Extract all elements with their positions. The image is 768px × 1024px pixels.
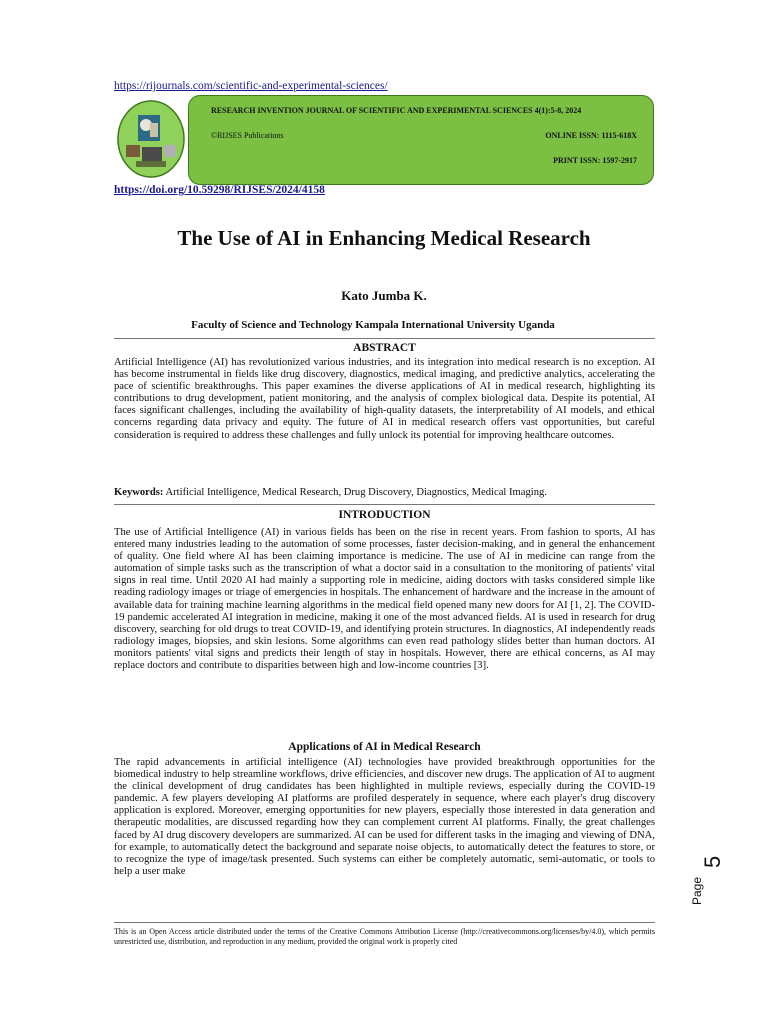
abstract-text: Artificial Intelligence (AI) has revolutionized various industries, and its integration into medical research is no exception. AI has become instrumental in fields like drug discovery, diagnostics, medical imaging, and predictive analytics, accelerating the pace of scientific breakthroughs. This paper examines the diverse applications of AI in medical research, highlighting its contributions to drug development, patient monitoring, and the analysis of complex biological data. Despite its potential, AI faces significant challenges, including the availability of high-quality datasets, the interpretability of AI models, and ethical concerns regarding data privacy and equity. The future of AI in medical research offers vast opportunities, but careful consideration is required to address these challenges and fully unlock its potential for improving healthcare outcomes.: [114, 357, 655, 441]
online-issn: ONLINE ISSN: 1115-618X: [545, 131, 637, 140]
applications-heading: Applications of AI in Medical Research: [288, 741, 481, 753]
author-affiliation: Faculty of Science and Technology Kampala International University Uganda: [191, 319, 555, 331]
doi-link[interactable]: https://doi.org/10.59298/RIJSES/2024/4158: [114, 184, 325, 196]
page-label: Page: [690, 876, 704, 905]
author-name: Kato Jumba K.: [341, 288, 427, 303]
page-number: 5: [700, 855, 725, 868]
journal-logo: [116, 99, 186, 179]
journal-url-link[interactable]: https://rijournals.com/scientific-and-experimental-sciences/: [114, 80, 388, 92]
publisher-name: ©RIJSES Publications: [211, 131, 284, 140]
abstract-heading: ABSTRACT: [353, 342, 416, 354]
keywords-label: Keywords:: [114, 487, 164, 498]
introduction-text: The use of Artificial Intelligence (AI) in various fields has been on the rise in recent years. From fashion to sports, AI has entered many industries leading to the automation of some processes, faster decision-making, and in general the enhancement of quality. One field where AI has been claiming importance is medicine. The use of AI in medicine can range from the automation of simple tasks such as the transcription of what a doctor said in a consultation to the monitoring of patients' vital signs in real time. Until 2020 AI had mainly a supporting role in medicine, aiding doctors with tasks considered simple like reading radiology images or triage of emergencies in hospitals. The enhancement of hardware and the increase in the amount of available data for training machine learning algorithms in the medical field opened many new doors for AI [1, 2]. The COVID-19 pandemic accelerated AI integration in medicine, making it one of the most advanced fields. AI is used in research for drug discovery, searching for old drugs to treat COVID-19, and identifying protein structures. In diagnostics, AI independently reads radiology images, biopsies, and skin lesions. Some algorithms can even read pathology slides better than human doctors. AI monitors patients' vital signs and predicts their length of stay in hospitals. However, there are ethical concerns, as AI may replace doctors and contribute to disparities between high and low-income countries [3].: [114, 527, 655, 672]
keywords-list: Artificial Intelligence, Medical Research, Drug Discovery, Diagnostics, Medical Imaging.: [163, 487, 547, 498]
introduction-heading: INTRODUCTION: [338, 509, 431, 521]
divider: [114, 504, 655, 505]
journal-header-box: [188, 95, 654, 185]
applications-text: The rapid advancements in artificial intelligence (AI) technologies have provided breakthrough opportunities for the biomedical industry to help streamline workflows, drive efficiencies, and discover new drugs. The application of AI to augment the clinical development of drug candidates has been highlighted in multiple reviews, especially during the COVID-19 pandemic. A few players developing AI platforms are profiled desperately in sequence, where each player's drug discovery application is explored. Moreover, emerging opportunities for new players, especially those interested in data generation and therapeutic modalities, are discussed regarding how they can complement current AI platforms. Finally, the great challenges faced by AI drug discovery developers are summarized. AI can be used for different tasks in the imaging and viewing of DNA, for example, to automatically detect the background and separate noise objects, to automatically detect the features to store, or to recognize the type of image/task presented. Such systems can either be completely automatic, semi-automatic, or tools to help a user make: [114, 757, 655, 877]
paper-title: The Use of AI in Enhancing Medical Research: [177, 226, 591, 250]
keywords: [114, 487, 655, 499]
divider: [114, 922, 655, 923]
print-issn: PRINT ISSN: 1597-2917: [553, 156, 637, 165]
journal-title: RESEARCH INVENTION JOURNAL OF SCIENTIFIC AND EXPERIMENTAL SCIENCES 4(1):5-8, 2024: [211, 106, 582, 115]
divider: [114, 338, 655, 339]
license-note: This is an Open Access article distributed under the terms of the Creative Commons Attribution License (http://creativecommons.org/licenses/by/4.0), which permits unrestricted use, distribution, and reproduction in any medium, provided the original work is properly cited: [114, 927, 655, 946]
